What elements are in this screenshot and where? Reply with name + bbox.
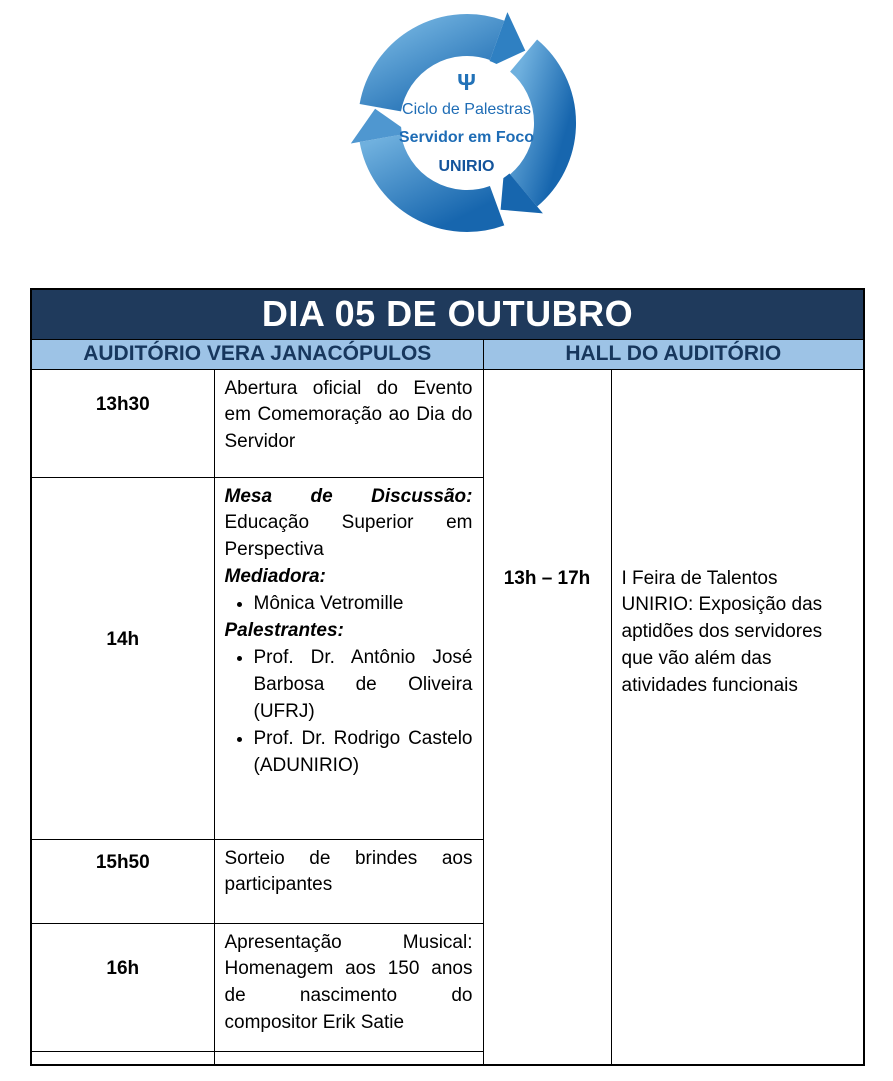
palestrantes-list	[225, 645, 473, 780]
time-hall: 13h – 17h	[483, 369, 611, 1065]
row-13h30	[31, 369, 864, 477]
time-15h50: 15h50	[31, 839, 214, 923]
column-header-auditorio: AUDITÓRIO VERA JANACÓPULOS	[31, 339, 483, 369]
mediadora-list	[225, 591, 473, 618]
title-row	[31, 289, 864, 339]
desc-hall-text: I Feira de Talentos UNIRIO: Exposição das aptidões dos servidores que vão além das atividades funcionais	[621, 567, 823, 697]
unirio-emblem-icon: Ψ	[457, 68, 476, 95]
empty-cell	[214, 1051, 483, 1065]
mesa-text: Educação Superior em Perspectiva	[224, 512, 473, 561]
desc-13h30	[214, 369, 483, 477]
column-header-hall: HALL DO AUDITÓRIO	[483, 339, 864, 369]
time-16h: 16h	[31, 923, 214, 1051]
time-13h30: 13h30	[31, 369, 214, 477]
schedule-section	[30, 288, 863, 1066]
empty-cell	[31, 1051, 214, 1065]
logo-line-unirio: UNIRIO	[438, 157, 495, 175]
desc-14h	[214, 477, 483, 839]
desc-16h-text: Apresentação Musical: Homenagem aos 150 anos de nascimento do compositor Erik Satie	[224, 931, 473, 1034]
time-14h: 14h	[31, 477, 214, 839]
mesa-label: Mesa de Discussão:	[224, 485, 473, 507]
desc-13h30-text: Abertura oficial do Evento em Comemoração ao Dia do Servidor	[224, 377, 473, 453]
mesa-paragraph	[225, 484, 473, 565]
desc-15h50-text: Sorteio de brindes aos participantes	[224, 847, 473, 896]
schedule-table	[30, 288, 865, 1066]
palestrante-item: • Prof. Dr. Antônio José Barbosa de Oliveira (UFRJ)	[254, 645, 473, 726]
palestrantes-label: Palestrantes:	[224, 620, 344, 642]
column-header-row	[31, 339, 864, 369]
mediadora-name: • Mônica Vetromille	[254, 591, 473, 618]
palestrante-item: • Prof. Dr. Rodrigo Castelo (ADUNIRIO)	[254, 726, 473, 780]
logo-line-servidor: Servidor em Foco	[398, 129, 535, 147]
logo-text-block	[387, 69, 547, 175]
desc-16h	[214, 923, 483, 1051]
day-title: DIA 05 DE OUTUBRO	[31, 289, 864, 339]
mediadora-label: Mediadora:	[224, 566, 326, 588]
event-logo	[312, 5, 622, 240]
desc-hall	[611, 369, 864, 1065]
logo-line-ciclo: Ciclo de Palestras	[402, 100, 531, 118]
desc-15h50	[214, 839, 483, 923]
